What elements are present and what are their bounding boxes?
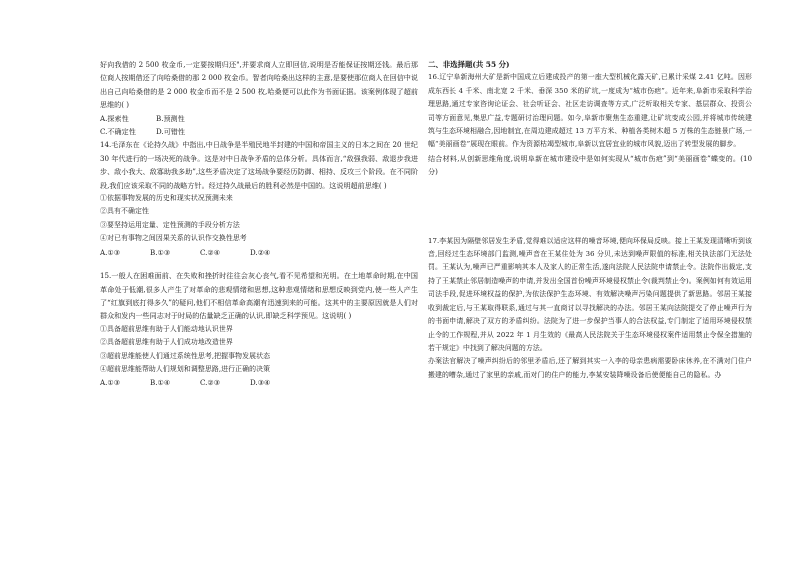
q14-option-d[interactable]: D.②④	[250, 247, 271, 257]
q15-option-a[interactable]: A.①③	[100, 378, 121, 388]
q15-item: ③超前思维能使人们通过系统性思考,把握事物发展状态	[100, 351, 271, 360]
q15-stem: 15.一般人在困难面前、在失败和挫折时往往会灰心丧气,看不见希望和光明。在土地革命时期,在中国革命处于低潮,很多人产生了对革命的悲观情绪和思想,这种悲观情绪和思想反映到党内,使一些人产生了“红旗到底打得多久”的疑问,他们不相信革命高潮有迅速到来的可能。这其中的主要原因就是人们对群众和发内一些同志对于时局的估量缺乏正确的认识,即缺乏科学预见。这说明( )	[100, 271, 418, 321]
q16-material: 16.辽宁阜新海州大矿是新中国成立后建成投产的第一座大型机械化露天矿,已累计采煤 2.41 亿吨。因形成东西长 4 千米、南北宽 2 千米、垂深 350 米的矿坑,一度成为“城市伤疤”。近年来,阜新市采取科学治理思路,通过专家咨询论证会、社会听证会、社区走访调查等方式,广泛听取相关专家、基层群众、投资公司等方面意见,集思广益,专题研讨治理问题。如今,阜新市聚焦生态重建,让矿坑变成公园,并将城市传统建筑与生态环境相融合,因地制宜,在周边建成超过 13 万平方米、种植各类树木超 5 万株的生态链景广场,一幅“美丽画卷”展现在眼前。作为资源枯竭型城市,阜新以宜居宜业的城市风貌,迈出了转型发展的脚步。	[428, 73, 752, 149]
q15-item: ④超前思维能帮助人们规划和调整思路,进行正确的决策	[100, 364, 271, 373]
q14-option-b[interactable]: B.①③	[150, 247, 171, 257]
q15-option-c[interactable]: C.②③	[200, 378, 221, 388]
q13-option-a[interactable]: A.探索性	[100, 113, 129, 123]
q14-item: ④对已有事物之间因果关系的认识作交换性思考	[100, 234, 247, 243]
q14-option-a[interactable]: A.①③	[100, 247, 121, 257]
q15-item: ①具备超前思维有助于人们能动地认识世界	[100, 324, 233, 333]
q17-material: 17.李某因为隔壁邻居发生矛盾,觉得难以适应这样的噪音环境,便向环保局反映。接上王某发现清晰听到该音,回经过生态环境部门监测,噪声音在王某住处为 36 分贝,未达到噪声限值的标准,相关执法部门无法处罚。王某认为,噪声已严重影响其本人及家人的正常生活,遂向法院人民法院申请禁止令。法院作出裁定,支持了王某禁止邻居制造噪声的申请,并发出全国首份噪声环境侵权禁止令(裁判禁止令)。案例如何有效运用司法手段,促进环境权益的保护,为依法保护生态环境、有效解决噪声污染问题提供了新思路。邻居王某接收到裁定后,与王某取得联系,通过与其一直商讨以寻找解决的办法。邻居王某向法院提交了停止噪声行为的书面申请,解决了双方的矛盾纠纷。法院为了进一步保护当事人的合法权益,专门制定了适用环境侵权禁止令的工作规程,并从 2022 年 1 月生效的《最高人民法院关于生态环境侵权案件适用禁止令保全措施的若干规定》中找到了解决问题的方法。	[428, 236, 752, 352]
q14-stem: 14.毛泽东在《论持久战》中指出,中日战争是半殖民地半封建的中国和帝国主义的日本之间在 20 世纪 30 年代进行的一场决死的战争。这是对中日战争矛盾的总体分析。具体而言,“敌强我弱、敌退步我进步、敌小我大、敌寡助我多助”,这些矛盾决定了这场战争要经历防御、相持、反攻三个阶段。在不同阶段,我们应该采取不同的战略方针。经过持久战最后的胜利必然是中国的。这说明超前思维( )	[100, 140, 419, 190]
section-title: 二、非选择题(共 55 分)	[428, 60, 510, 69]
q13-option-c[interactable]: C.不确定性	[100, 127, 136, 137]
q13-options-row2	[100, 125, 418, 138]
q15-option-d[interactable]: D.③④	[250, 378, 271, 388]
q13-options-row1	[100, 112, 418, 125]
q15-option-b[interactable]: B.①④	[150, 378, 171, 388]
q14-item: ②具有不确定性	[100, 207, 149, 216]
q14-item: ①依据事物发展的历史和现实状况预测未来	[100, 194, 233, 203]
q13-option-d[interactable]: D.可错性	[156, 127, 185, 137]
q16-question: 结合材料,从创新思维角度,说明阜新在城市建设中是如何实现从“城市伤疤”到“美丽画卷”蝶变的。(10 分)	[428, 153, 752, 177]
q15-item: ②具备超前思维有助于人们成功地改造世界	[100, 338, 233, 347]
q15-options	[100, 376, 418, 389]
q13-continuation: 好向我借的 2 500 枚金币,一定要按期归还",并要求商人立即回信,说明是否能保证按期还钱。最后那位商人按期借还了向哈桑借的那 2 000 枚金币。智者向哈桑出这样的主意,是要使那位商人在回信中说出自己向哈桑借的是 2 000 枚金币而不是 2 500 枚,哈桑便可以此作为书面证据。该案例体现了超前思维的( )	[100, 60, 418, 110]
q14-options	[100, 246, 418, 259]
q17-continuation: 办案法官解决了噪声纠纷后的邻里矛盾后,还了解到其实一入李的母亲患病需要卧床休养,在不满对门住户搬建的嘈杂,通过了家里的亲戚,而对门的住户的能力,李某安装降噪设备后使便能自己的隐私。办	[428, 357, 752, 379]
q14-option-c[interactable]: C.②④	[200, 247, 221, 257]
right-column	[428, 58, 752, 382]
left-column	[100, 58, 418, 390]
q14-item: ③要坚持运用定量、定性预测的手段分析方法	[100, 220, 240, 229]
q13-option-b[interactable]: B.预测性	[156, 113, 185, 123]
